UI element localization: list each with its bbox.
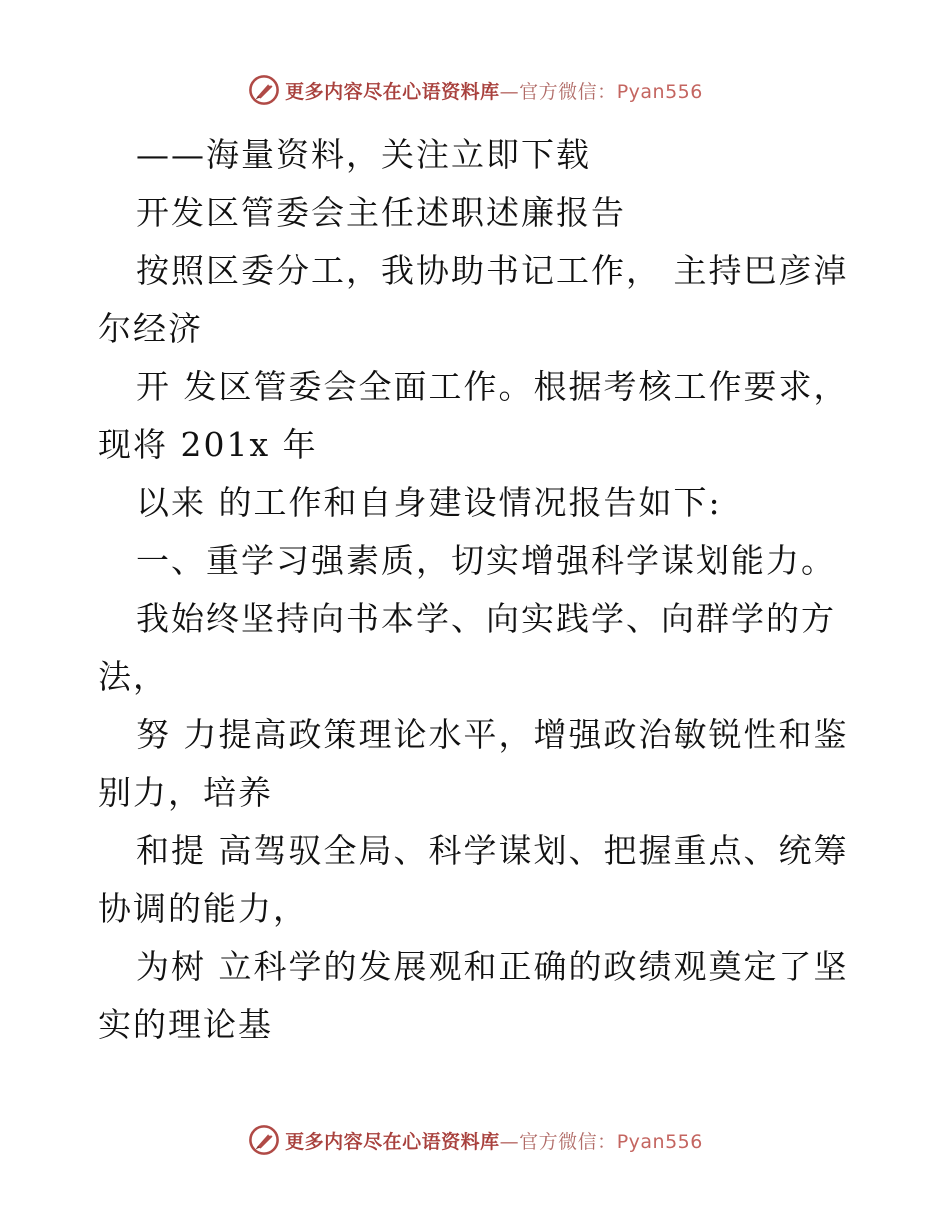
footer-wechat-id: Pyan556 — [616, 1130, 703, 1153]
footer-banner — [0, 1120, 950, 1160]
doc-line: 和提 高驾驭全局、科学谋划、把握重点、统筹 — [136, 831, 849, 870]
doc-line: 尔经济 — [98, 309, 203, 348]
header-wechat-id: Pyan556 — [616, 80, 703, 103]
header-wechat-label: 官方微信： — [519, 80, 617, 103]
footer-banner-text — [285, 1127, 703, 1154]
doc-line: 现将 201x 年 — [98, 425, 318, 464]
doc-line: 别力，培养 — [98, 773, 273, 812]
pen-logo-icon — [247, 73, 281, 107]
pen-logo-icon — [247, 1123, 281, 1157]
doc-section-heading: 一、重学习强素质，切实增强科学谋划能力。 — [136, 541, 836, 580]
doc-line: 开 发区管委会全面工作。根据考核工作要求， — [136, 367, 849, 406]
doc-line: 协调的能力， — [98, 889, 308, 928]
doc-line: 努 力提高政策理论水平，增强政治敏锐性和鉴 — [136, 715, 849, 754]
doc-line: ——海量资料，关注立即下载 — [136, 135, 591, 174]
header-brand-text: 更多内容尽在心语资料库 — [285, 80, 500, 103]
footer-wechat-label: 官方微信： — [519, 1130, 617, 1153]
header-banner — [0, 70, 950, 110]
header-dash: — — [499, 80, 520, 103]
doc-line: 为树 立科学的发展观和正确的政绩观奠定了坚 — [136, 947, 849, 986]
doc-title: 开发区管委会主任述职述廉报告 — [136, 193, 626, 232]
header-banner-text — [285, 77, 703, 104]
doc-line: 以来 的工作和自身建设情况报告如下: — [136, 483, 722, 522]
footer-brand-text: 更多内容尽在心语资料库 — [285, 1130, 500, 1153]
footer-dash: — — [499, 1130, 520, 1153]
doc-line: 实的理论基 — [98, 1005, 273, 1044]
doc-line: 按照区委分工，我协助书记工作， 主持巴彦淖 — [136, 251, 849, 290]
document-body — [98, 126, 849, 1054]
doc-line: 我始终坚持向书本学、向实践学、向群学的方 — [136, 599, 836, 638]
doc-line: 法， — [98, 657, 168, 696]
